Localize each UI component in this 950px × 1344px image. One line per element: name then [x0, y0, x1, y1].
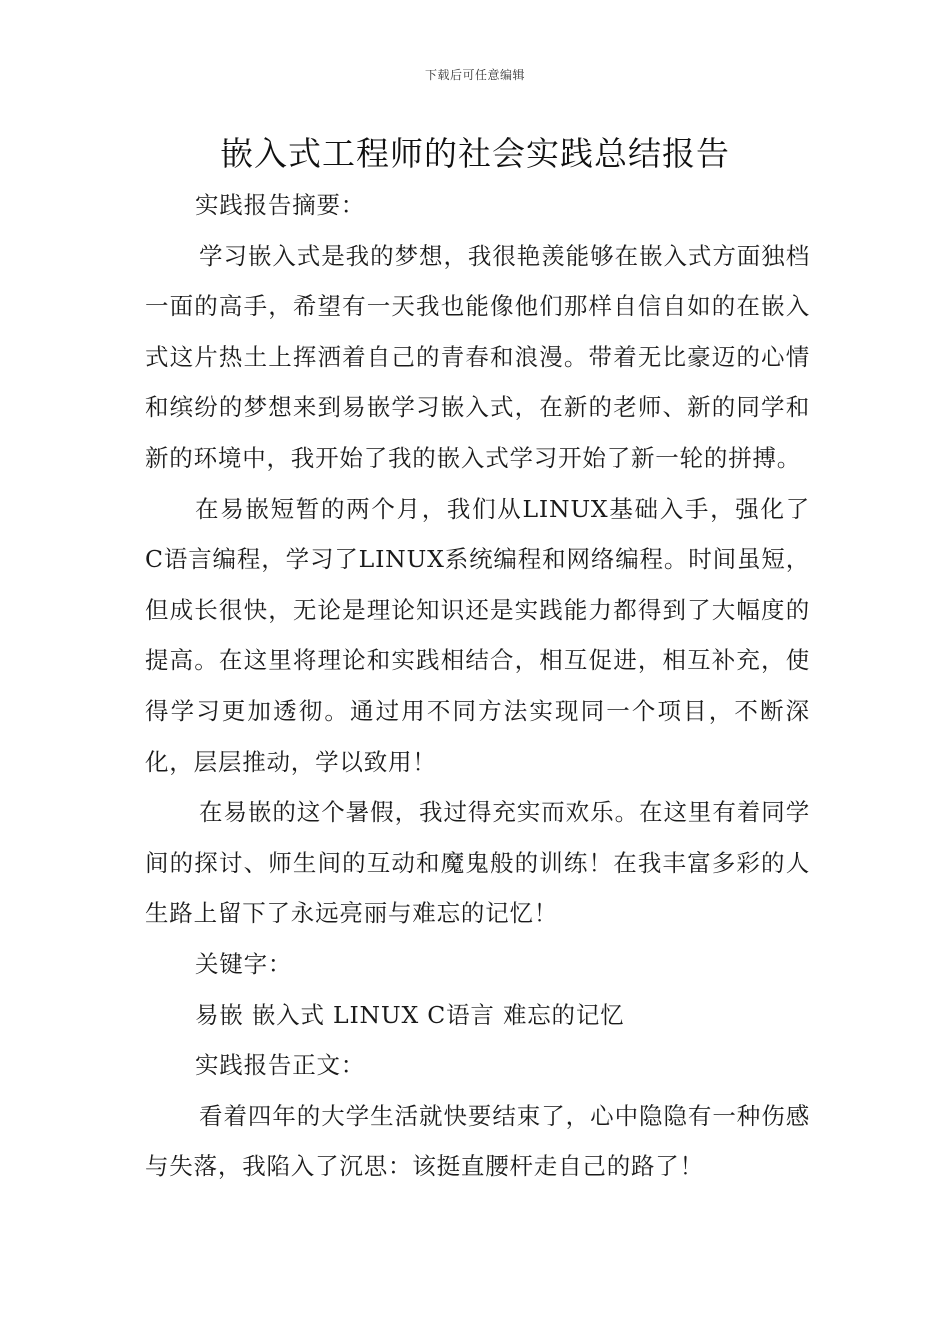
- header-note: 下载后可任意编辑: [424, 68, 525, 82]
- paragraph-4: 看着四年的大学生活就快要结束了，心中隐隐有一种伤感与失落，我陷入了沉思：该挺直腰杆走自己的路了！: [145, 1101, 810, 1181]
- document-title: 嵌入式工程师的社会实践总结报告: [220, 134, 730, 173]
- document-body: [145, 180, 810, 1192]
- keywords-list: 易嵌 嵌入式 LINUX C语言 难忘的记忆: [195, 1000, 625, 1029]
- paragraph-1: 学习嵌入式是我的梦想，我很艳羡能够在嵌入式方面独档一面的高手，希望有一天我也能像他们那样自信自如的在嵌入式这片热土上挥洒着自己的青春和浪漫。带着无比豪迈的心情和缤纷的梦想来到易嵌学习嵌入式，在新的老师、新的同学和新的环境中，我开始了我的嵌入式学习开始了新一轮的拼搏。: [145, 241, 810, 472]
- paragraph-2: 在易嵌短暂的两个月，我们从LINUX基础入手，强化了C语言编程，学习了LINUX系统编程和网络编程。时间虽短，但成长很快，无论是理论知识还是实践能力都得到了大幅度的提高。在这里将理论和实践相结合，相互促进，相互补充，使得学习更加透彻。通过用不同方法实现同一个项目，不断深化，层层推动，学以致用！: [145, 494, 810, 776]
- abstract-label: 实践报告摘要：: [195, 191, 366, 219]
- paragraph-3: 在易嵌的这个暑假，我过得充实而欢乐。在这里有着同学间的探讨、师生间的互动和魔鬼般的训练！在我丰富多彩的人生路上留下了永远亮丽与难忘的记忆！: [145, 798, 810, 928]
- keywords-label: 关键字：: [195, 949, 293, 978]
- body-label: 实践报告正文：: [195, 1051, 366, 1080]
